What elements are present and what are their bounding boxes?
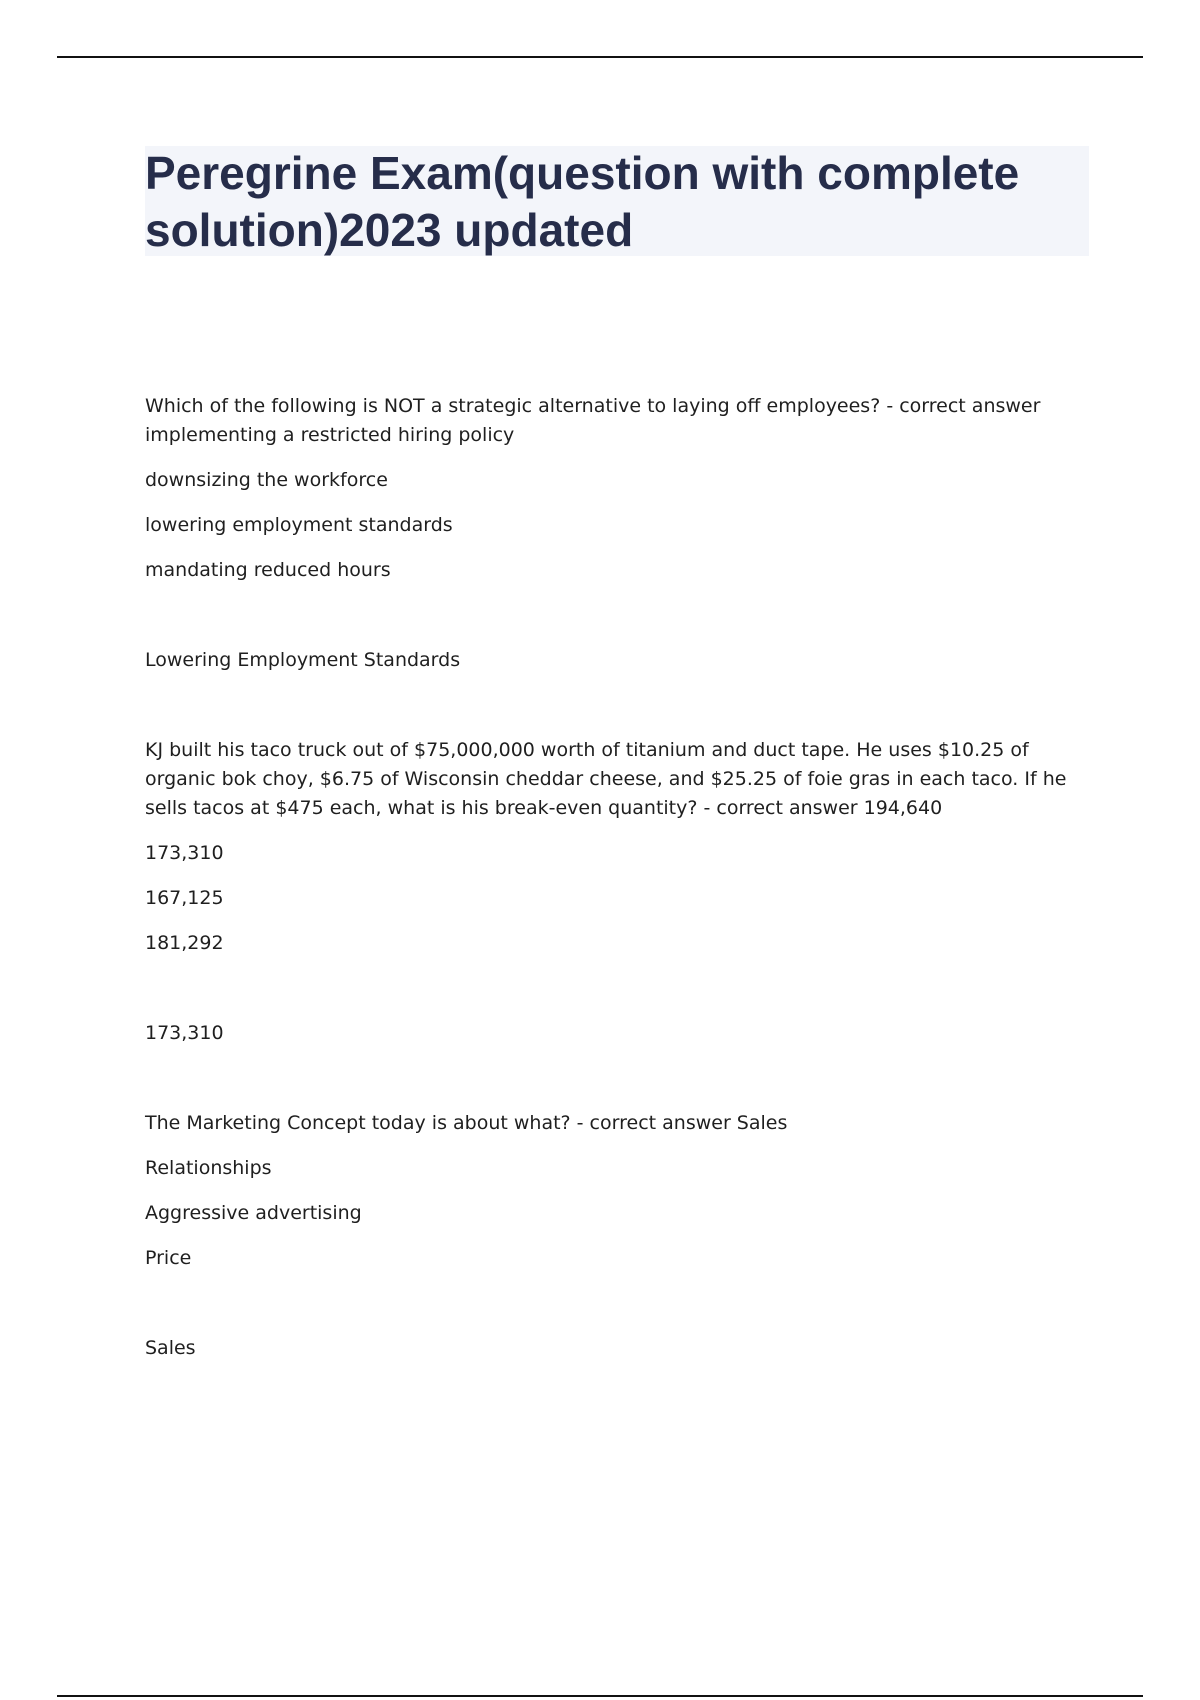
question-2-answer: 173,310 <box>145 1022 224 1044</box>
question-1-option-1: downsizing the workforce <box>145 469 388 491</box>
title-banner <box>145 146 1089 256</box>
question-2-option-2: 167,125 <box>145 887 224 909</box>
question-1-option-3: mandating reduced hours <box>145 559 391 581</box>
bottom-rule <box>57 1695 1143 1697</box>
question-3-option-2: Aggressive advertising <box>145 1202 362 1224</box>
question-1-option-2: lowering employment standards <box>145 514 453 536</box>
question-3-option-1: Relationships <box>145 1157 272 1179</box>
question-2-option-1: 173,310 <box>145 842 224 864</box>
question-list <box>145 392 1095 1363</box>
document-title: Peregrine Exam(question with complete solution)2023 updated <box>145 147 1020 256</box>
question-2-prompt: KJ built his taco truck out of $75,000,000 worth of titanium and duct tape. He uses $10.25 of organic bok choy, $6.75 of Wisconsin cheddar cheese, and $25.25 of foie gras in each taco. If he sells tacos at $475 each, what is his break-even quantity? - correct answer 194,640 <box>145 739 1067 819</box>
question-3-prompt: The Marketing Concept today is about what? - correct answer Sales <box>145 1112 788 1134</box>
question-2-option-3: 181,292 <box>145 932 224 954</box>
question-3-option-3: Price <box>145 1247 192 1269</box>
question-1-answer: Lowering Employment Standards <box>145 649 461 671</box>
question-3-answer: Sales <box>145 1337 196 1359</box>
top-rule <box>57 56 1143 58</box>
question-1-prompt: Which of the following is NOT a strategic alternative to laying off employees? - correct answer implementing a restricted hiring policy <box>145 395 1041 446</box>
